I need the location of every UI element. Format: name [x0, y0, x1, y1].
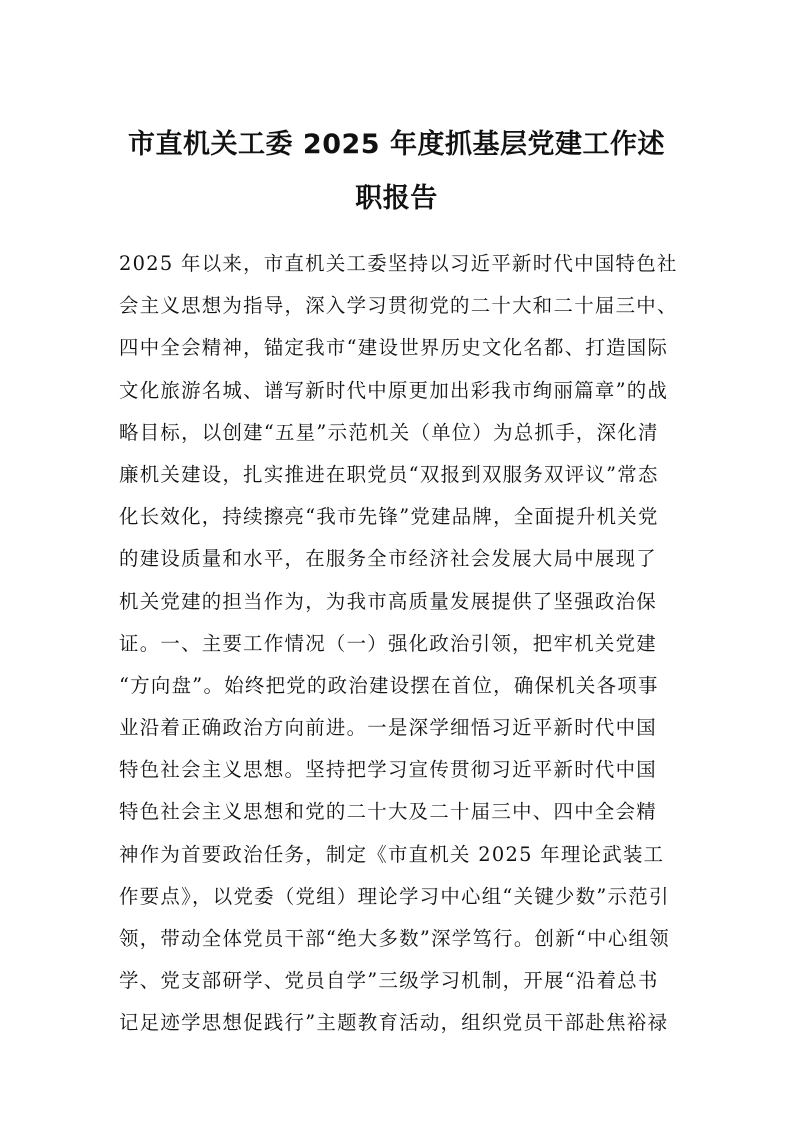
- body-line-17: 领，带动全体党员干部“绝大多数”深学笃行。创新“中心组领: [119, 927, 670, 950]
- body-line-4: 文化旅游名城、谱写新时代中原更加出彩我市绚丽篇章”的战: [119, 378, 669, 402]
- body-line-3: 四中全会精神，锚定我市“建设世界历史文化名都、打造国际: [119, 336, 669, 360]
- body-line-7: 化长效化，持续擦亮“我市先锋”党建品牌，全面提升机关党: [119, 505, 659, 529]
- body-text: [119, 243, 681, 1045]
- body-line-5: 略目标，以创建“五星”示范机关（单位）为总抓手，深化清: [119, 420, 659, 444]
- body-line-8: 的建设质量和水平，在服务全市经济社会发展大局中展现了: [119, 547, 657, 571]
- body-line-11: “方向盘”。始终把党的政治建设摆在首位，确保机关各项事: [119, 673, 659, 697]
- body-line-13: 特色社会主义思想。坚持把学习宣传贯彻习近平新时代中国: [119, 758, 657, 782]
- body-line-19: 记足迹学思想促践行”主题教育活动，组织党员干部赴焦裕禄: [119, 1011, 669, 1035]
- body-line-6: 廉机关建设，扎实推进在职党员“双报到双服务双评议”常态: [119, 462, 659, 486]
- title-line-1: 市直机关工委 2025 年度抓基层党建工作述: [128, 129, 665, 160]
- body-line-14: 特色社会主义思想和党的二十大及二十届三中、四中全会精: [119, 800, 657, 824]
- body-line-15: 神作为首要政治任务，制定《市直机关 2025 年理论武装工: [119, 842, 665, 866]
- body-line-10: 证。一、主要工作情况（一）强化政治引领，把牢机关党建: [119, 631, 657, 655]
- document-title: [100, 118, 693, 226]
- body-line-2: 会主义思想为指导，深入学习贯彻党的二十大和二十届三中、: [119, 294, 678, 318]
- body-line-1: 2025 年以来，市直机关工委坚持以习近平新时代中国特色社: [119, 252, 678, 275]
- title-line-2: 职报告: [355, 183, 438, 214]
- body-line-9: 机关党建的担当作为，为我市高质量发展提供了坚强政治保: [119, 589, 657, 613]
- body-line-18: 学、党支部研学、党员自学”三级学习机制，开展“沿着总书: [119, 969, 659, 993]
- body-line-12: 业沿着正确政治方向前进。一是深学细悟习近平新时代中国: [119, 716, 657, 740]
- body-line-16: 作要点》，以党委（党组）理论学习中心组“关键少数”示范引: [119, 884, 670, 908]
